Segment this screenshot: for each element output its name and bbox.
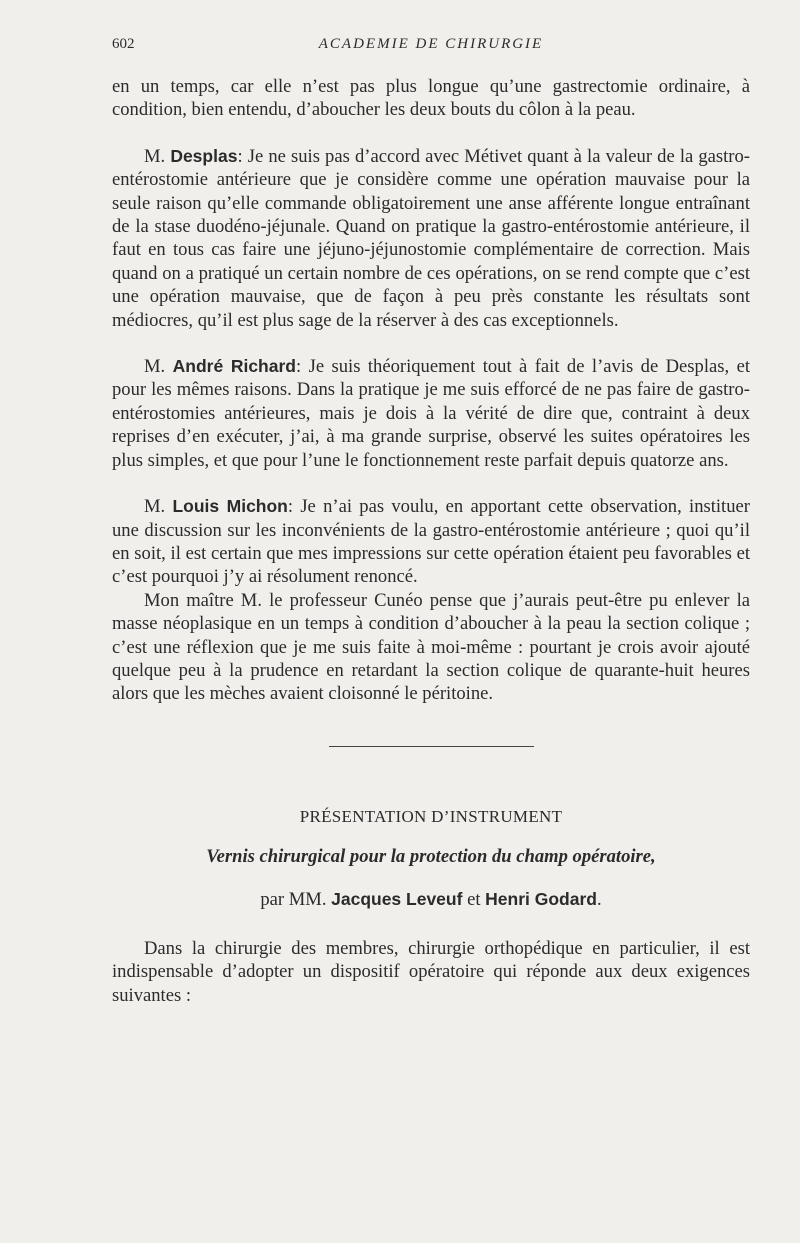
paragraph-article-body: Dans la chirurgie des membres, chirurgie orthopédique en particulier, il est indispensable d’adopter un dispositif opératoire qui réponde aux deux exigences suivantes : [112,937,750,1006]
paragraph-text: : Je suis théoriquement tout à fait de l’avis de Desplas, et pour les mêmes raisons. Dans la pratique je me suis efforcé de ne pas faire de gastro-entérostomies antérieures, mais je dois à la vérité de dire que, contraint à deux reprises d’en exécuter, j’ai, à ma grande surprise, observé les suites opératoires les plus simples, et que pour l’une le fonctionnement reste parfait depuis quatorze ans. [112,356,750,471]
article-authors [112,889,750,911]
page-header [112,32,750,60]
authors-join: et [462,888,486,910]
paragraph-text: : Je n’ai pas voulu, en apportant cette observation, instituer une discussion sur les inconvénients de la gastro-entérostomie antérieure ; quoi qu’il en soit, il est certain que mes impressions sur cette opération étaient peu favorables et c’est pourquoi j’y ai résolument renoncé. [112,496,750,588]
speaker-name: Desplas [170,145,238,166]
paragraph-text: : Je ne suis pas d’accord avec Métivet quant à la valeur de la gastro-entérostomie antérieure que je considère comme une opération mauvaise pour la seule raison qu’elle commande obligatoirement une anse afférente longue entraînant de la stase duodéno-jéjunale. Quand on pratique la gastro-entérostomie antérieure, il faut en tous cas faire une jéjuno-jéjunostomie complémentaire de correction. Mais quand on a pratiqué un certain nombre de ces opérations, on se rend compte que c’est une opération mauvaise, que de façon à peu près constante les résultats sont médiocres, qu’il est plus sage de la réserver à des cas exceptionnels. [112,145,750,331]
speaker-prefix: M. [144,356,173,378]
speaker-prefix: M. [144,145,171,167]
speaker-name: André Richard [172,356,296,377]
author-name: Henri Godard [485,888,597,909]
paragraph-desplas [112,145,750,332]
authors-prefix: par MM. [260,888,332,910]
section-heading: PRÉSENTATION D’INSTRUMENT [299,806,563,826]
author-name: Jacques Leveuf [331,888,463,909]
page [112,32,750,1007]
paragraph-continuation: en un temps, car elle n’est pas plus longue qu’une gastrectomie ordinaire, à condition, bien entendu, d’aboucher les deux bouts du côlon à la peau. [112,76,750,121]
paragraph-andre-richard [112,355,750,472]
authors-suffix: . [596,888,602,910]
section-divider [329,746,534,747]
article-title: Vernis chirurgical pour la protection du champ opératoire, [206,845,656,867]
paragraph-cuneo: Mon maître M. le professeur Cunéo pense que j’aurais peut-être pu enlever la masse néoplasique en un temps à condition d’aboucher à la peau la section colique ; c’est une réflexion que je me suis faite à moi-même : pourtant je crois avoir ajouté quelque peu à la prudence en retardant la section colique de quarante-huit heures alors que les mèches avaient cloisonné le péritoine. [112,589,750,705]
paragraph-louis-michon [112,495,750,589]
running-title: ACADEMIE DE CHIRURGIE [318,36,544,52]
speaker-prefix: M. [144,496,173,518]
page-number: 602 [112,36,135,52]
speaker-name: Louis Michon [172,496,288,517]
